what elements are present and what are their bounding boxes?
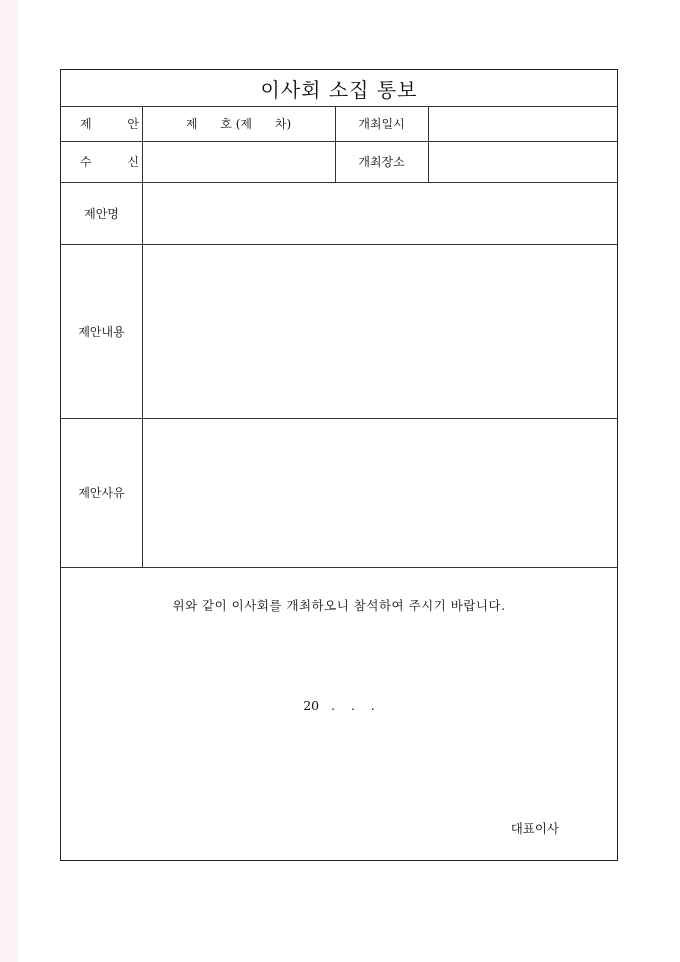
notice-statement: 위와 같이 이사회를 개최하오니 참석하여 주시기 바랍니다. <box>172 598 506 613</box>
proposal-number-field[interactable]: 제 호 (제 차) <box>185 117 292 131</box>
proposal-content-label: 제안내용 <box>78 324 125 339</box>
board-meeting-notice-form <box>60 69 618 861</box>
recipient-label: 수 신 <box>80 155 155 169</box>
meeting-place-field[interactable] <box>428 141 618 182</box>
proposal-content-field[interactable] <box>142 244 618 418</box>
proposal-reason-label: 제안사유 <box>78 486 125 500</box>
proposal-reason-field[interactable] <box>142 418 618 567</box>
form-title: 이사회 소집 통보 <box>260 77 418 102</box>
meeting-place-label: 개최장소 <box>358 155 405 169</box>
proposal-title-field[interactable] <box>142 182 618 244</box>
rule-under-reason <box>61 567 617 568</box>
representative-director: 대표이사 <box>510 821 559 836</box>
proposal-title-label: 제안명 <box>84 206 119 221</box>
page-edge <box>0 0 18 962</box>
proposal-label: 제 안 <box>80 117 155 131</box>
meeting-datetime-label: 개최일시 <box>358 117 405 131</box>
recipient-field[interactable] <box>142 141 335 182</box>
meeting-datetime-field[interactable] <box>428 106 618 141</box>
notice-date[interactable]: 20 . . . <box>303 698 375 713</box>
